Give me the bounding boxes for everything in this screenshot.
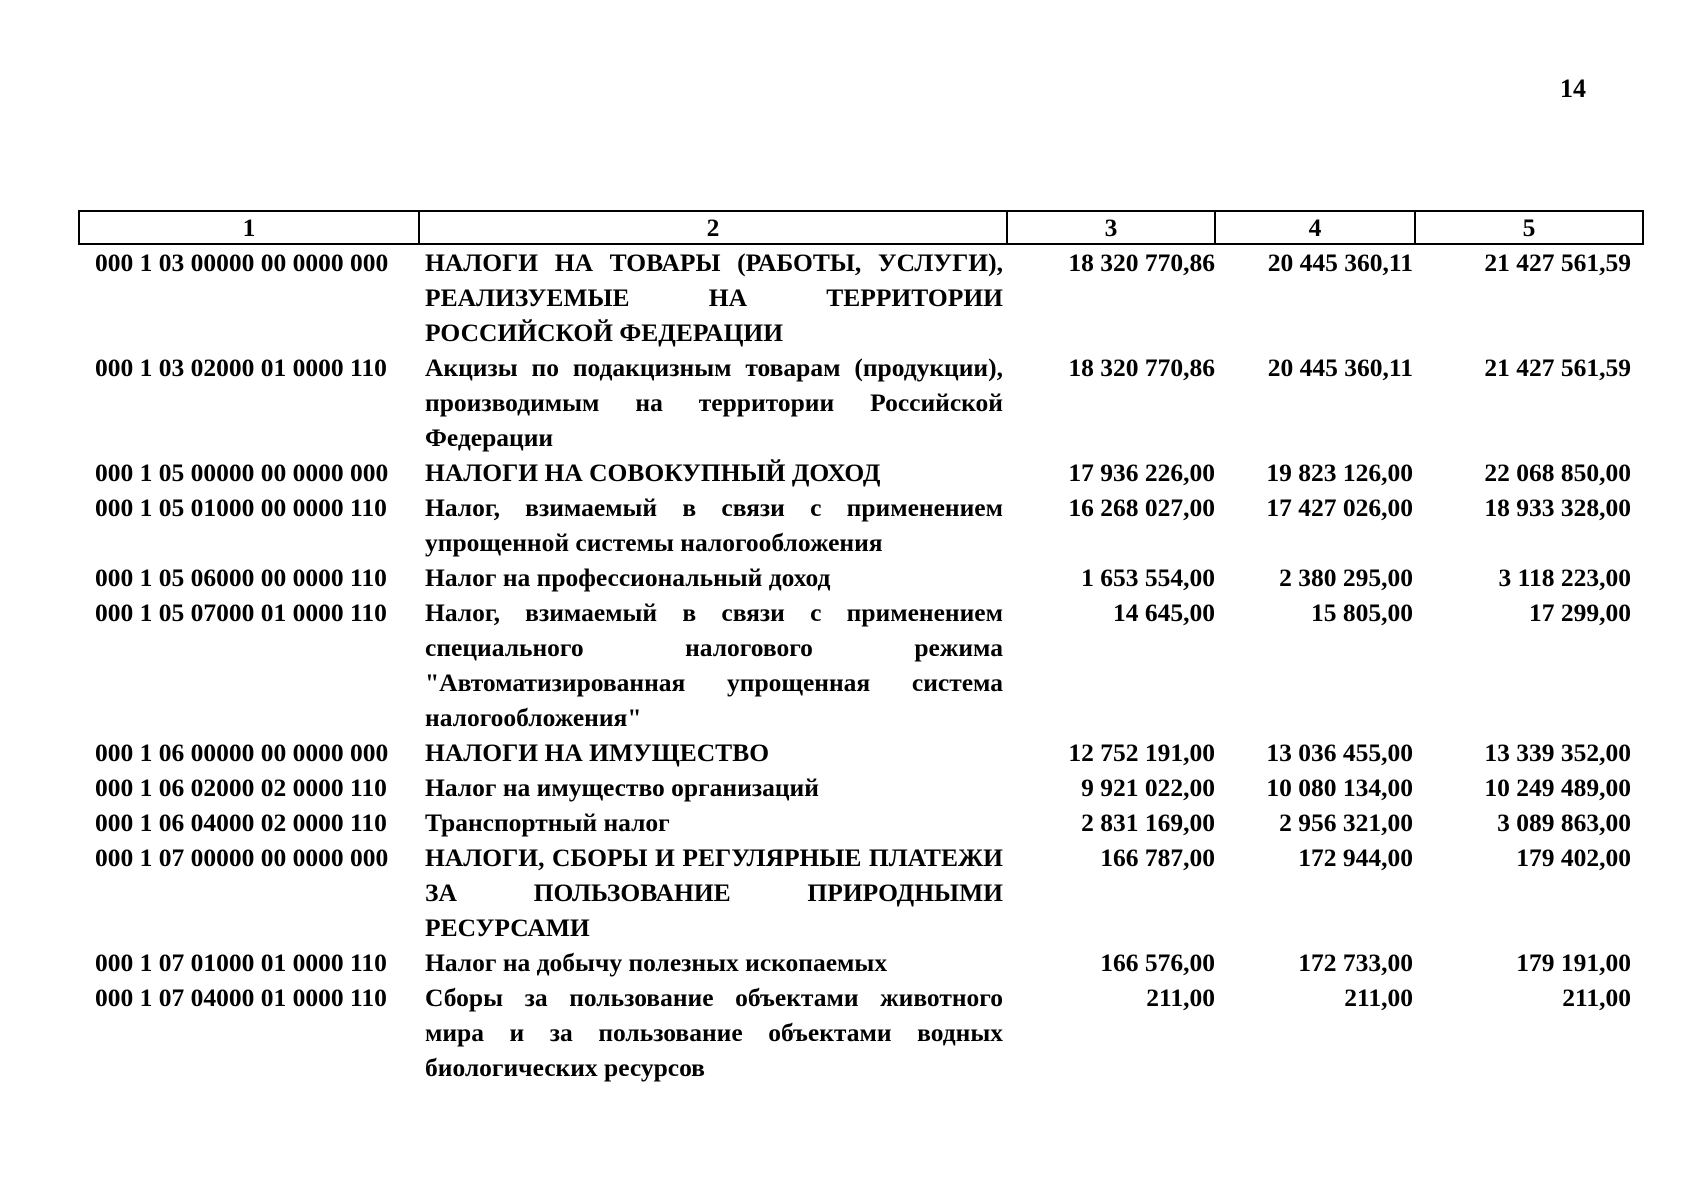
value-col-5: 179 191,00 — [1516, 948, 1631, 977]
value-col-3: 14 645,00 — [1113, 598, 1215, 627]
value-col-4: 13 036 455,00 — [1266, 738, 1413, 767]
item-name: Налог на профессиональный доход — [425, 563, 831, 592]
column-header-2: 2 — [419, 211, 1007, 244]
value-col-3: 12 752 191,00 — [1068, 738, 1215, 767]
value-col-3: 166 787,00 — [1100, 843, 1215, 872]
item-name: Акцизы по подакцизным товарам (продукции), производимым на территории Российской Федерации — [425, 353, 1003, 452]
value-col-4: 211,00 — [1344, 983, 1413, 1012]
value-col-4: 10 080 134,00 — [1266, 773, 1413, 802]
budget-code: 000 1 03 00000 00 0000 000 — [95, 248, 389, 277]
revenue-table — [78, 210, 1644, 1085]
table-row — [79, 805, 1643, 840]
value-col-5: 21 427 561,59 — [1484, 353, 1631, 382]
table-row — [79, 770, 1643, 805]
table-row — [79, 560, 1643, 595]
item-name: Сборы за пользование объектами животного мира и за пользование объектами водных биологических ресурсов — [425, 983, 1003, 1082]
table-row — [79, 244, 1643, 350]
table-row — [79, 595, 1643, 735]
table-row — [79, 840, 1643, 945]
value-col-5: 3 089 863,00 — [1497, 808, 1631, 837]
value-col-5: 13 339 352,00 — [1484, 738, 1631, 767]
value-col-3: 16 268 027,00 — [1068, 493, 1215, 522]
item-name: Налог на имущество организаций — [425, 773, 819, 802]
item-name: Транспортный налог — [425, 808, 670, 837]
budget-code: 000 1 05 07000 01 0000 110 — [95, 598, 387, 627]
value-col-4: 17 427 026,00 — [1266, 493, 1413, 522]
table-row — [79, 945, 1643, 980]
value-col-4: 2 380 295,00 — [1279, 563, 1413, 592]
value-col-5: 22 068 850,00 — [1484, 458, 1631, 487]
table-row — [79, 350, 1643, 455]
value-col-3: 18 320 770,86 — [1068, 248, 1215, 277]
value-col-4: 20 445 360,11 — [1267, 248, 1413, 277]
value-col-3: 2 831 169,00 — [1081, 808, 1215, 837]
budget-code: 000 1 07 04000 01 0000 110 — [95, 983, 387, 1012]
value-col-5: 17 299,00 — [1529, 598, 1631, 627]
budget-code: 000 1 07 01000 01 0000 110 — [95, 948, 387, 977]
item-name: Налог, взимаемый в связи с применением специального налогового режима "Автоматизированная упрощенная система налогообложения" — [425, 598, 1003, 732]
value-col-3: 18 320 770,86 — [1068, 353, 1215, 382]
table-row — [79, 455, 1643, 490]
value-col-4: 2 956 321,00 — [1279, 808, 1413, 837]
item-name: НАЛОГИ НА ИМУЩЕСТВО — [425, 738, 770, 767]
column-header-3: 3 — [1007, 211, 1215, 244]
column-header-5: 5 — [1415, 211, 1643, 244]
budget-code: 000 1 05 00000 00 0000 000 — [95, 458, 389, 487]
item-name: Налог, взимаемый в связи с применением упрощенной системы налогообложения — [425, 493, 1003, 557]
value-col-3: 9 921 022,00 — [1081, 773, 1215, 802]
item-name: НАЛОГИ НА СОВОКУПНЫЙ ДОХОД — [425, 458, 881, 487]
budget-code: 000 1 05 01000 00 0000 110 — [95, 493, 387, 522]
table-header-row — [79, 211, 1643, 244]
item-name: НАЛОГИ, СБОРЫ И РЕГУЛЯРНЫЕ ПЛАТЕЖИ ЗА ПОЛЬЗОВАНИЕ ПРИРОДНЫМИ РЕСУРСАМИ — [425, 843, 1003, 942]
value-col-4: 172 944,00 — [1298, 843, 1413, 872]
value-col-5: 21 427 561,59 — [1484, 248, 1631, 277]
value-col-4: 19 823 126,00 — [1266, 458, 1413, 487]
item-name: НАЛОГИ НА ТОВАРЫ (РАБОТЫ, УСЛУГИ), РЕАЛИЗУЕМЫЕ НА ТЕРРИТОРИИ РОССИЙСКОЙ ФЕДЕРАЦИИ — [425, 248, 1003, 347]
value-col-3: 17 936 226,00 — [1068, 458, 1215, 487]
budget-code: 000 1 05 06000 00 0000 110 — [95, 563, 387, 592]
value-col-4: 20 445 360,11 — [1267, 353, 1413, 382]
value-col-3: 166 576,00 — [1100, 948, 1215, 977]
value-col-4: 15 805,00 — [1311, 598, 1413, 627]
budget-code: 000 1 06 02000 02 0000 110 — [95, 773, 387, 802]
table-row — [79, 980, 1643, 1085]
item-name: Налог на добычу полезных ископаемых — [425, 948, 888, 977]
budget-code: 000 1 06 04000 02 0000 110 — [95, 808, 387, 837]
table-row — [79, 735, 1643, 770]
value-col-5: 211,00 — [1562, 983, 1631, 1012]
value-col-5: 10 249 489,00 — [1484, 773, 1631, 802]
page-number: 14 — [1560, 74, 1586, 103]
value-col-3: 1 653 554,00 — [1081, 563, 1215, 592]
table-row — [79, 490, 1643, 560]
budget-code: 000 1 03 02000 01 0000 110 — [95, 353, 387, 382]
budget-code: 000 1 06 00000 00 0000 000 — [95, 738, 389, 767]
value-col-5: 179 402,00 — [1516, 843, 1631, 872]
value-col-3: 211,00 — [1146, 983, 1215, 1012]
column-header-4: 4 — [1215, 211, 1415, 244]
value-col-5: 18 933 328,00 — [1484, 493, 1631, 522]
budget-code: 000 1 07 00000 00 0000 000 — [95, 843, 389, 872]
value-col-5: 3 118 223,00 — [1498, 563, 1631, 592]
column-header-1: 1 — [79, 211, 419, 244]
value-col-4: 172 733,00 — [1298, 948, 1413, 977]
